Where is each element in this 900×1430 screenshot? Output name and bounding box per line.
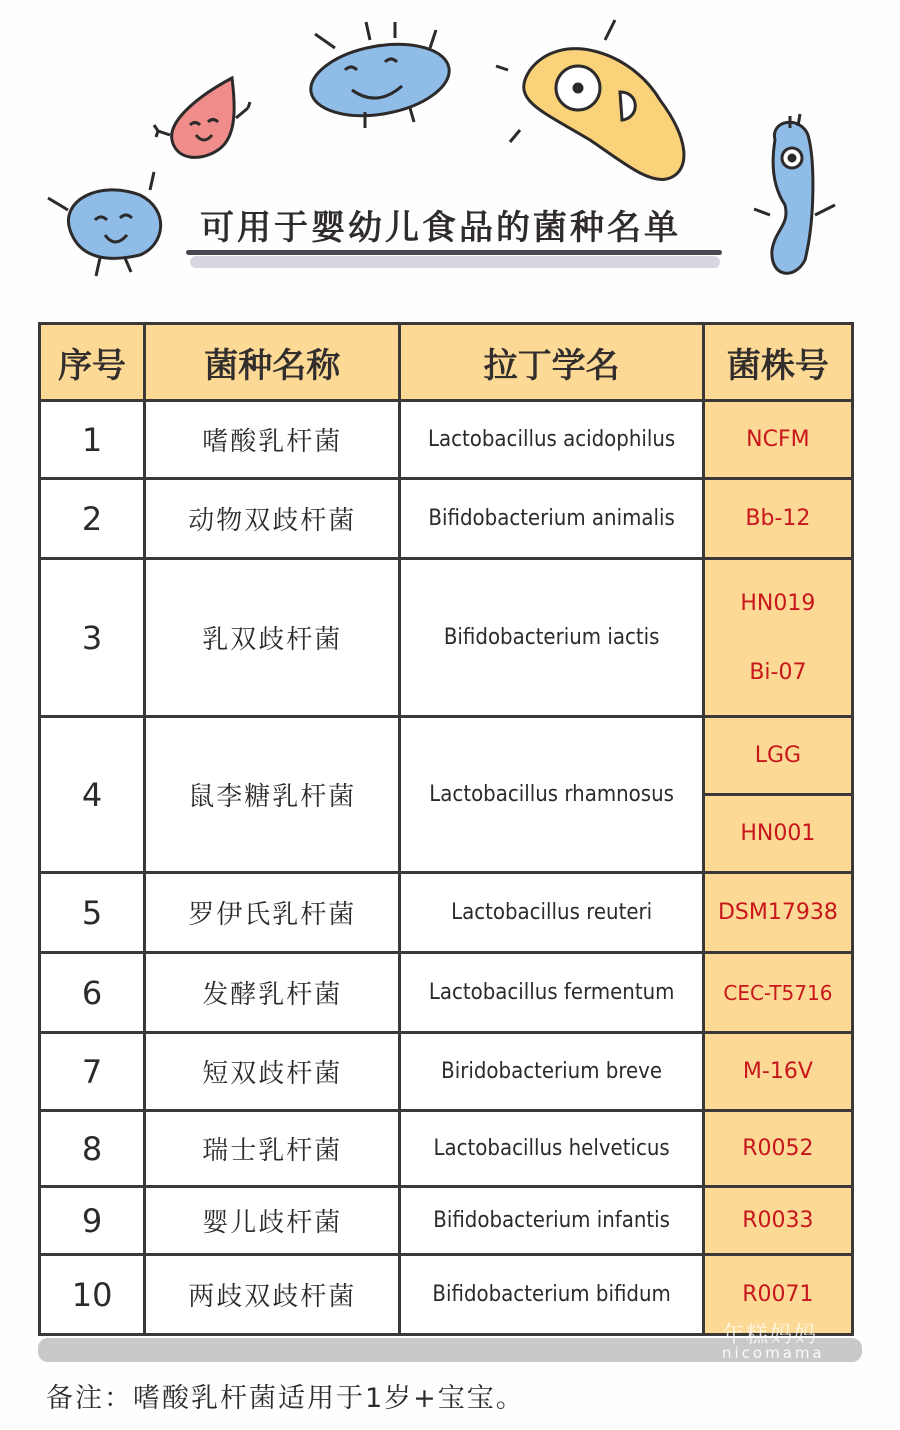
strain-value: Bi-07 (749, 659, 807, 685)
row-strain: LGG (703, 717, 852, 795)
table-row (40, 479, 853, 559)
table-row (40, 401, 853, 479)
table-row (40, 1187, 853, 1255)
row-latin-name: Bifidobacterium iactis (400, 559, 703, 717)
row-strain: HN001 (703, 795, 852, 873)
table-row (40, 1111, 853, 1187)
red-bacteria-icon (154, 78, 250, 157)
row-strain: M-16V (703, 1033, 852, 1111)
row-strain: R0071 (703, 1255, 852, 1335)
row-no: 6 (40, 953, 145, 1033)
row-latin-name: Lactobacillus reuteri (400, 873, 703, 953)
row-no: 3 (40, 559, 145, 717)
table-header-row (40, 324, 853, 401)
row-strain: R0033 (703, 1187, 852, 1255)
row-cn-name: 发酵乳杆菌 (145, 953, 400, 1033)
row-no: 2 (40, 479, 145, 559)
row-cn-name: 瑞士乳杆菌 (145, 1111, 400, 1187)
row-no: 10 (40, 1255, 145, 1335)
table-row (40, 717, 853, 795)
row-strain (703, 559, 852, 717)
row-cn-name: 嗜酸乳杆菌 (145, 401, 400, 479)
row-strain: R0052 (703, 1111, 852, 1187)
row-cn-name: 婴儿歧杆菌 (145, 1187, 400, 1255)
strain-table-wrapper (38, 322, 858, 1336)
row-latin-name: Bifidobacterium bifidum (400, 1255, 703, 1335)
watermark-cn: 年糕妈妈 (722, 1323, 819, 1348)
yellow-bacteria-icon (496, 20, 684, 179)
row-no: 9 (40, 1187, 145, 1255)
title-underline-shadow (190, 256, 720, 268)
watermark-en: nicomama (722, 1344, 825, 1362)
row-cn-name: 短双歧杆菌 (145, 1033, 400, 1111)
column-header-strain: 菌株号 (703, 324, 852, 401)
column-header-no: 序号 (40, 324, 145, 401)
table-row (40, 1033, 853, 1111)
row-latin-name: Lactobacillus fermentum (400, 953, 703, 1033)
row-no: 5 (40, 873, 145, 953)
row-latin-name: Lactobacillus helveticus (400, 1111, 703, 1187)
row-no: 7 (40, 1033, 145, 1111)
row-strain: CEC-T5716 (703, 953, 852, 1033)
strain-table (38, 322, 854, 1336)
row-cn-name: 动物双歧杆菌 (145, 479, 400, 559)
row-cn-name: 鼠李糖乳杆菌 (145, 717, 400, 873)
table-row (40, 953, 853, 1033)
row-no: 8 (40, 1111, 145, 1187)
row-latin-name: Bifidobacterium animalis (400, 479, 703, 559)
banner-illustration (0, 0, 900, 300)
row-latin-name: Bifidobacterium infantis (400, 1187, 703, 1255)
row-no: 4 (40, 717, 145, 873)
table-row (40, 873, 853, 953)
row-latin-name: Lactobacillus acidophilus (400, 401, 703, 479)
title-underline (186, 250, 722, 255)
row-strain: DSM17938 (703, 873, 852, 953)
row-latin-name: Biridobacterium breve (400, 1033, 703, 1111)
footnote: 备注：嗜酸乳杆菌适用于1岁+宝宝。 (46, 1383, 525, 1414)
blue-blob-bacteria-icon (48, 172, 161, 276)
row-cn-name: 两歧双歧杆菌 (145, 1255, 400, 1335)
row-no: 1 (40, 401, 145, 479)
column-header-latin-name: 拉丁学名 (400, 324, 703, 401)
row-strain: Bb-12 (703, 479, 852, 559)
page-title: 可用于婴幼儿食品的菌种名单 (200, 208, 681, 248)
column-header-cn-name: 菌种名称 (145, 324, 400, 401)
blue-bacteria-icon (305, 22, 455, 128)
row-cn-name: 罗伊氏乳杆菌 (145, 873, 400, 953)
strain-value: HN019 (740, 590, 816, 616)
blue-rod-bacteria-icon (754, 114, 835, 273)
table-row (40, 559, 853, 717)
row-strain: NCFM (703, 401, 852, 479)
row-latin-name: Lactobacillus rhamnosus (400, 717, 703, 873)
row-cn-name: 乳双歧杆菌 (145, 559, 400, 717)
